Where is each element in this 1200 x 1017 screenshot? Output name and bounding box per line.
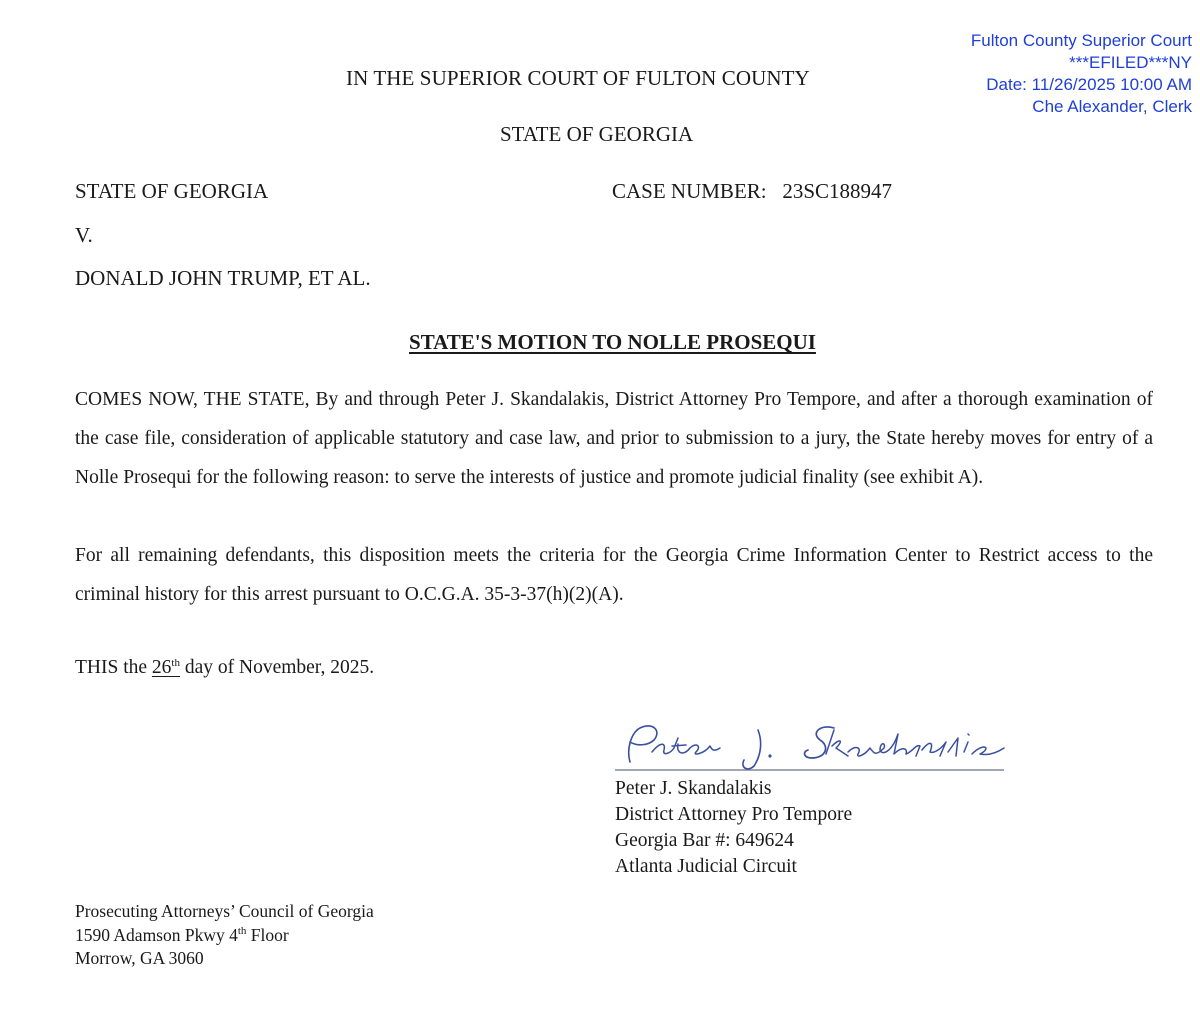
- motion-paragraph-2: [75, 536, 1153, 614]
- state-title: STATE OF GEORGIA: [500, 122, 694, 146]
- signer-title: District Attorney Pro Tempore: [615, 804, 853, 825]
- sig-stroke: [768, 754, 771, 757]
- caption-plaintiff: STATE OF GEORGIA: [75, 179, 269, 203]
- paragraph-1-text: COMES NOW, THE STATE, By and through Peter J. Skandalakis, District Attorney Pro Tempore, and after a thorough examination of the case file, consideration of applicable statutory and case law, and prior to submission to a jury, the State hereby moves for entry of a Nolle Prosequi for the following reason: to serve the interests of justice and promote judicial finality (see exhibit A).: [75, 389, 1153, 488]
- signer-bar-number: Georgia Bar #: 649624: [615, 830, 794, 851]
- footer-org: Prosecuting Attorneys’ Council of Georgia: [75, 901, 374, 921]
- footer-floor: Floor: [246, 924, 289, 945]
- stamp-date: Date: 11/26/2025 10:00 AM: [986, 75, 1192, 94]
- sig-stroke: [629, 726, 657, 762]
- dated-rest: day of November, 2025.: [179, 657, 375, 678]
- motion-title: STATE'S MOTION TO NOLLE PROSEQUI: [409, 330, 816, 354]
- caption-defendant: DONALD JOHN TRUMP, ET AL.: [75, 266, 371, 290]
- case-number: 23SC188947: [782, 179, 893, 203]
- court-title: IN THE SUPERIOR COURT OF FULTON COUNTY: [346, 66, 810, 90]
- signer-circuit: Atlanta Judicial Circuit: [615, 856, 797, 877]
- signature-block: [615, 776, 852, 880]
- stamp-status: ***EFILED***NY: [1069, 53, 1192, 72]
- footer-street: 1590 Adamson Pkwy 4: [75, 924, 238, 945]
- paragraph-2-text: For all remaining defendants, this disposition meets the criteria for the Georgia Crime Information Center to Restrict access to the criminal history for this arrest pursuant to O.C.G.A. 35-3-37(h)(2)(A).: [75, 545, 1153, 605]
- dated-day: 26: [151, 657, 172, 678]
- efiling-stamp: [971, 30, 1192, 118]
- stamp-court: Fulton County Superior Court: [970, 31, 1192, 50]
- dated-day-suffix: th: [171, 657, 180, 669]
- dated-prefix: THIS the: [75, 657, 152, 678]
- case-number-label: CASE NUMBER:: [612, 179, 767, 203]
- case-number-line: [612, 179, 892, 204]
- caption-versus: V.: [75, 223, 93, 247]
- motion-paragraph-1: [75, 380, 1153, 497]
- signature-image: [612, 712, 1032, 776]
- sig-stroke: [743, 730, 761, 769]
- dated-line: [75, 657, 374, 679]
- stamp-clerk: Che Alexander, Clerk: [1032, 97, 1192, 116]
- signer-name: Peter J. Skandalakis: [615, 778, 772, 799]
- footer-address: [75, 900, 374, 971]
- signature-strokes: [629, 726, 1004, 769]
- footer-address-line-2: Morrow, GA 3060: [75, 948, 204, 968]
- sig-stroke: [652, 738, 720, 754]
- sig-stroke: [826, 730, 1004, 756]
- footer-address-line-1: [75, 924, 374, 948]
- footer-floor-suffix: th: [237, 924, 247, 937]
